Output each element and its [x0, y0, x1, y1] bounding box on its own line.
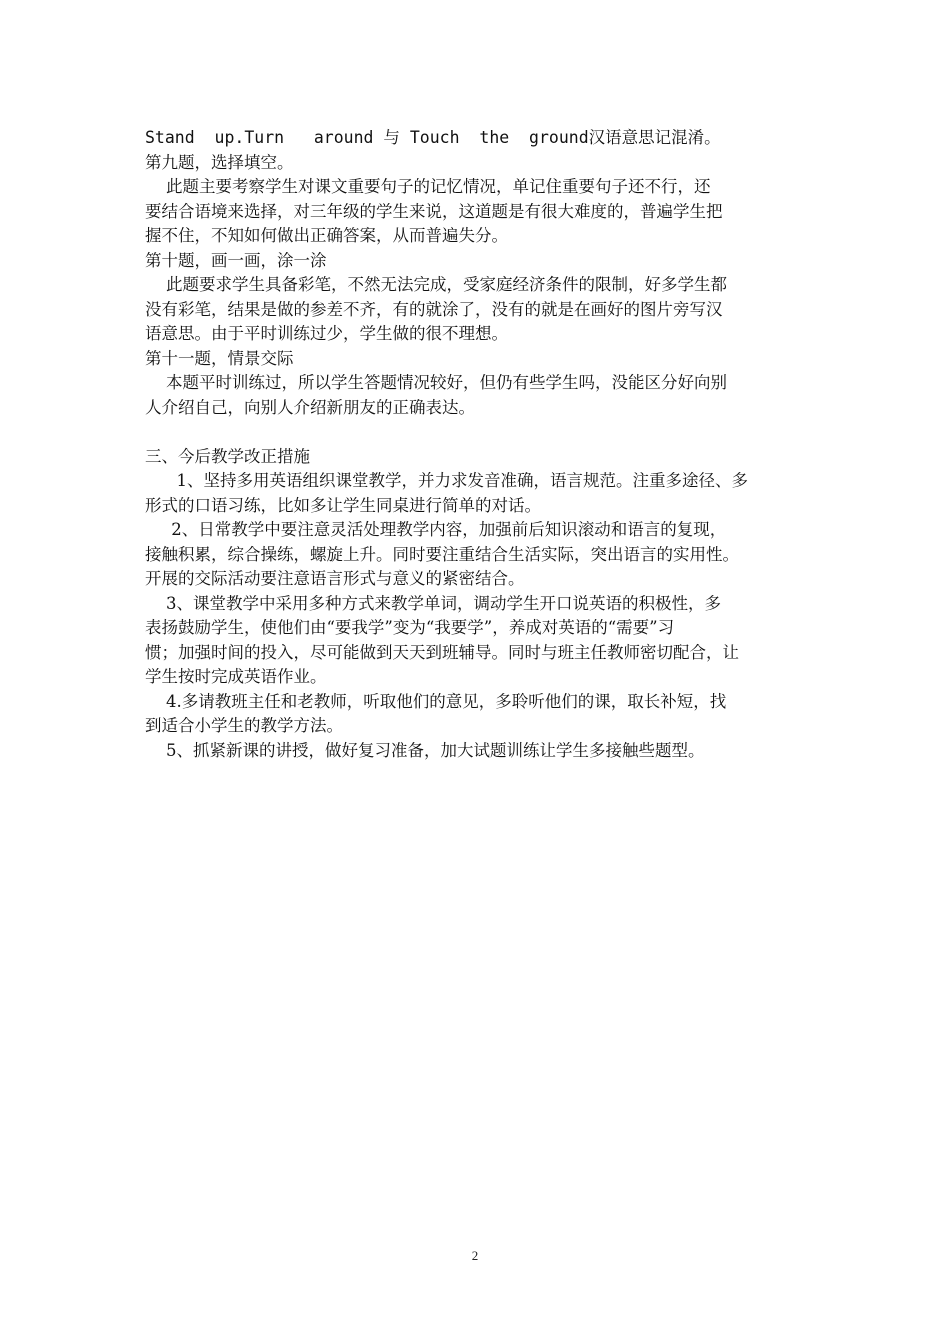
document-body [145, 126, 810, 763]
text-line: 此题主要考察学生对课文重要句子的记忆情况，单记住重要句子还不行，还 [145, 177, 711, 196]
section-heading: 三、今后教学改正措施 [145, 446, 310, 466]
text-line: 3、课堂教学中采用多种方式来教学单词，调动学生开口说英语的积极性，多 [145, 593, 721, 613]
text-line: 本题平时训练过，所以学生答题情况较好，但仍有些学生吗，没能区分好向别 [145, 373, 727, 392]
text-line: 到适合小学生的教学方法。 [145, 716, 343, 735]
section-heading: 第九题，选择填空。 [145, 152, 294, 172]
text-line: 开展的交际活动要注意语言形式与意义的紧密结合。 [145, 569, 525, 588]
text-line: 学生按时完成英语作业。 [145, 667, 327, 686]
text-line: 没有彩笔，结果是做的参差不齐，有的就涂了，没有的就是在画好的图片旁写汉 [145, 299, 723, 319]
text-line: 5、抓紧新课的讲授，做好复习准备，加大试题训练让学生多接触些题型。 [145, 740, 705, 760]
text-line: 表扬鼓励学生，使他们由“要我学”变为“我要学”，养成对英语的“需要”习 [145, 618, 675, 637]
section-heading: 第十一题，情景交际 [145, 348, 294, 368]
page-number: 2 [471, 1248, 479, 1263]
text-line: Stand up.Turn around 与 Touch the ground汉语意思记混淆。 [145, 128, 721, 147]
text-line: 语意思。由于平时训练过少，学生做的很不理想。 [145, 324, 508, 343]
text-line: 4.多请教班主任和老教师，听取他们的意见，多聆听他们的课，取长补短，找 [145, 691, 727, 711]
text-line: 2、日常教学中要注意灵活处理教学内容，加强前后知识滚动和语言的复现， [145, 520, 727, 539]
blank-line [145, 420, 810, 445]
text-line: 此题要求学生具备彩笔，不然无法完成，受家庭经济条件的限制，好多学生都 [145, 275, 727, 294]
text-line: 握不住，不知如何做出正确答案，从而普遍失分。 [145, 226, 508, 245]
text-line: 接触积累，综合操练，螺旋上升。同时要注重结合生活实际，突出语言的实用性。 [145, 544, 739, 564]
text-line: 惯；加强时间的投入，尽可能做到天天到班辅导。同时与班主任教师密切配合，让 [145, 642, 739, 662]
text-line: 形式的口语习练，比如多让学生同桌进行简单的对话。 [145, 495, 541, 515]
text-line: 1、坚持多用英语组织课堂教学，并力求发音准确，语言规范。注重多途径、多 [145, 471, 748, 490]
section-heading: 第十题，画一画，涂一涂 [145, 250, 327, 270]
text-line: 人介绍自己，向别人介绍新朋友的正确表达。 [145, 397, 475, 417]
text-line: 要结合语境来选择，对三年级的学生来说，这道题是有很大难度的，普遍学生把 [145, 201, 723, 221]
